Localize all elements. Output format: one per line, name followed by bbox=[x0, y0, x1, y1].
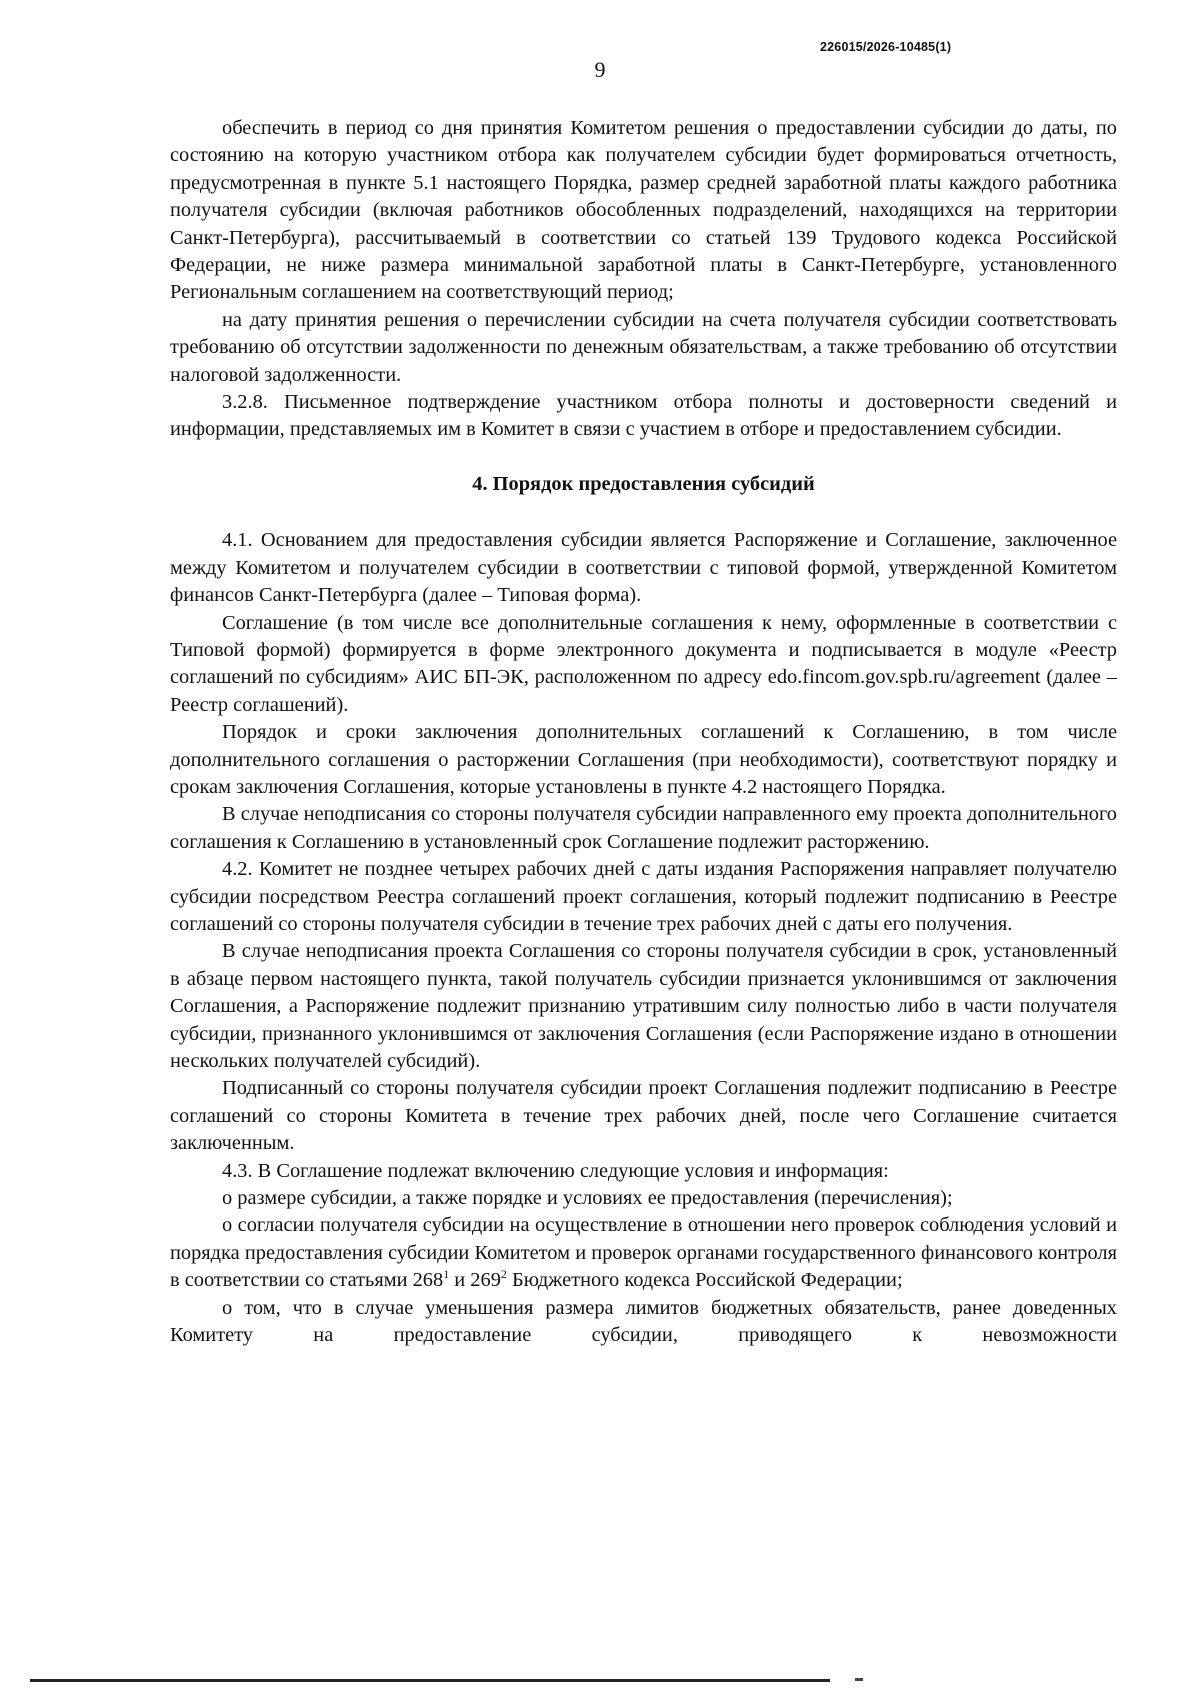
paragraph: 3.2.8. Письменное подтверждение участником отбора полноты и достоверности сведений и информации, представляемых им в Комитет в связи с участием в отборе и предоставлением субсидии. bbox=[170, 391, 1117, 441]
paragraph: 4.3. В Соглашение подлежат включению следующие условия и информация: bbox=[222, 1159, 889, 1182]
document-body bbox=[170, 115, 1117, 1349]
paragraph: обеспечить в период со дня принятия Комитетом решения о предоставлении субсидии до даты, по состоянию на которую участником отбора как получателем субсидии будет формироваться отчетность, предусмотренная в пункте 5.1 настоящего Порядка, размер средней заработной платы каждого работника получателя субсидии (включая работников обособленных подразделений, находящихся на территории Санкт-Петербурга), рассчитываемый в соответствии со статьей 139 Трудового кодекса Российской Федерации, не ниже размера минимальной заработной платы в Санкт-Петербурге, установленного Региональным соглашением на соответствующий период; bbox=[170, 117, 1117, 304]
document-registration-number: 226015/2026-10485(1) bbox=[820, 40, 952, 54]
footnote-superscript: 2 bbox=[500, 1267, 507, 1282]
paragraph-control bbox=[170, 1212, 1117, 1294]
paragraph: В случае неподписания проекта Соглашения со стороны получателя субсидии в срок, установленный в абзаце первом настоящего пункта, такой получатель субсидии признается уклонившимся от заключения Соглашения, а Распоряжение подлежит признанию утратившим силу полностью либо в части получателя субсидии, признанного уклонившимся от заключения Соглашения (если Распоряжение издано в отношении нескольких получателей субсидий). bbox=[170, 940, 1117, 1072]
paragraph: Подписанный со стороны получателя субсидии проект Соглашения подлежит подписанию в Реестре соглашений со стороны Комитета в течение трех рабочих дней, после чего Соглашение считается заключенным. bbox=[170, 1077, 1117, 1155]
control-text-before: о согласии получателя субсидии на осуществление в отношении него проверок соблюдения условий и порядка предоставления субсидии Комитетом и проверок органами государственного финансового контроля в соответствии со статьями 268 bbox=[170, 1214, 1117, 1292]
paragraph: о размере субсидии, а также порядке и условиях ее предоставления (перечисления); bbox=[222, 1187, 953, 1210]
scan-edge-line bbox=[30, 1679, 830, 1682]
paragraph: о том, что в случае уменьшения размера лимитов бюджетных обязательств, ранее доведенных Комитету на предоставление субсидии, приводящего к невозможности bbox=[170, 1296, 1117, 1347]
paragraph: Порядок и сроки заключения дополнительных соглашений к Соглашению, в том числе дополнительного соглашения о расторжении Соглашения (при необходимости), соответствуют порядку и срокам заключения Соглашения, которые установлены в пункте 4.2 настоящего Порядка. bbox=[170, 721, 1117, 798]
paragraph: 4.2. Комитет не позднее четырех рабочих дней с даты издания Распоряжения направляет получателю субсидии посредством Реестра соглашений проект соглашения, который подлежит подписанию в Реестре соглашений со стороны получателя субсидии в течение трех рабочих дней с даты его получения. bbox=[170, 858, 1117, 935]
footnote-superscript: 1 bbox=[443, 1267, 450, 1282]
control-text-mid: и 269 bbox=[449, 1269, 501, 1292]
paragraph: 4.1. Основанием для предоставления субсидии является Распоряжение и Соглашение, заключенное между Комитетом и получателем субсидии в соответствии с типовой формой, утвержденной Комитетом финансов Санкт-Петербурга (далее – Типовая форма). bbox=[170, 529, 1117, 607]
scan-edge-mark bbox=[855, 1678, 863, 1681]
paragraph: Соглашение (в том числе все дополнительные соглашения к нему, оформленные в соответствии с Типовой формой) формируется в форме электронного документа и подписывается в модуле «Реестр соглашений по субсидиям» АИС БП-ЭК, расположенном по адресу edo.fincom.gov.spb.ru/agreement (далее – Реестр соглашений). bbox=[170, 611, 1117, 716]
paragraph: В случае неподписания со стороны получателя субсидии направленного ему проекта дополнительного соглашения к Соглашению в установленный срок Соглашение подлежит расторжению. bbox=[170, 803, 1117, 853]
section-heading: 4. Порядок предоставления субсидий bbox=[472, 472, 815, 495]
page-number: 9 bbox=[594, 57, 606, 82]
control-text-after: Бюджетного кодекса Российской Федерации; bbox=[506, 1269, 903, 1292]
paragraph: на дату принятия решения о перечислении субсидии на счета получателя субсидии соответствовать требованию об отсутствии задолженности по денежным обязательствам, а также требованию об отсутствии налоговой задолженности. bbox=[170, 308, 1117, 386]
